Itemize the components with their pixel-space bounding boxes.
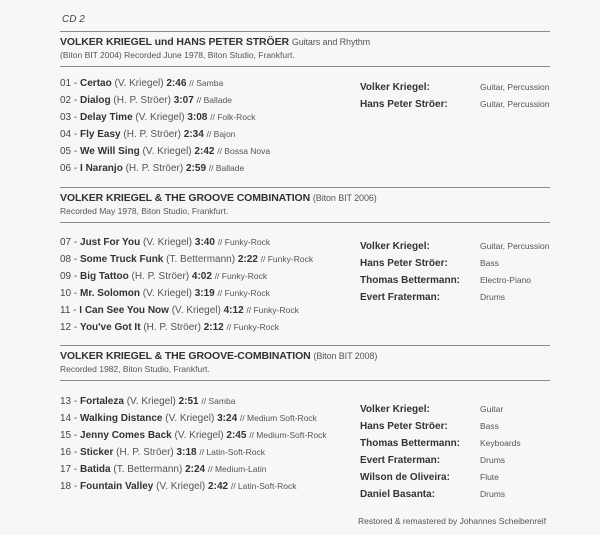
- personnel-row: Wilson de Oliveira: Flute: [360, 472, 499, 483]
- album-title: [60, 36, 550, 48]
- track-row: 07 - Just For You (V. Kriegel) 3:40 // Funky-Rock: [60, 237, 271, 248]
- track-row: 17 - Batida (T. Bettermann) 2:24 // Medium-Latin: [60, 464, 267, 475]
- track-list: [60, 234, 360, 336]
- track-row: 08 - Some Truck Funk (T. Bettermann) 2:22 // Funky-Rock: [60, 254, 314, 265]
- personnel-row: Hans Peter Ströer: Bass: [360, 258, 499, 269]
- credits-footer: Restored & remastered by Johannes Scheibenreif: [358, 516, 547, 526]
- personnel-list: [360, 238, 550, 306]
- track-row: 14 - Walking Distance (V. Kriegel) 3:24 // Medium Soft-Rock: [60, 413, 317, 424]
- album-title-note: Guitars and Rhythm: [291, 37, 371, 47]
- track-row: 18 - Fountain Valley (V. Kriegel) 2:42 // Latin-Soft-Rock: [60, 481, 297, 492]
- track-row: 05 - We Will Sing (V. Kriegel) 2:42 // Bossa Nova: [60, 146, 271, 157]
- album-title-note: (Biton BIT 2006): [312, 193, 377, 203]
- track-list: [60, 393, 360, 495]
- track-row: 16 - Sticker (H. P. Ströer) 3:18 // Latin-Soft-Rock: [60, 447, 266, 458]
- track-row: 12 - You've Got It (H. P. Ströer) 2:12 // Funky-Rock: [60, 322, 279, 333]
- personnel-row: Hans Peter Ströer: Guitar, Percussion: [360, 99, 550, 110]
- track-row: 11 - I Can See You Now (V. Kriegel) 4:12 // Funky-Rock: [60, 305, 299, 316]
- album-subtitle: Recorded 1982, Biton Studio, Frankfurt.: [60, 364, 210, 374]
- track-row: 09 - Big Tattoo (H. P. Ströer) 4:02 // Funky-Rock: [60, 271, 268, 282]
- album-title: [60, 350, 550, 362]
- track-row: 06 - I Naranjo (H. P. Ströer) 2:59 // Ballade: [60, 163, 245, 174]
- divider: [60, 31, 550, 32]
- album-section-3: [60, 345, 550, 500]
- album-subtitle: (Biton BIT 2004) Recorded June 1978, Biton Studio, Frankfurt.: [60, 50, 295, 60]
- personnel-list: [360, 401, 550, 503]
- personnel-row: Evert Fraterman: Drums: [360, 292, 506, 303]
- album-title: [60, 192, 550, 204]
- divider: [60, 222, 550, 223]
- track-row: 04 - Fly Easy (H. P. Ströer) 2:34 // Bajon: [60, 129, 236, 140]
- personnel-row: Volker Kriegel: Guitar, Percussion: [360, 241, 550, 252]
- album-subtitle: Recorded May 1978, Biton Studio, Frankfurt.: [60, 206, 229, 216]
- album-title-note: (Biton BIT 2008): [313, 351, 378, 361]
- track-list: [60, 75, 360, 177]
- album-title-text: VOLKER KRIEGEL und HANS PETER STRÖER: [60, 36, 289, 48]
- divider: [60, 345, 550, 346]
- track-row: 03 - Delay Time (V. Kriegel) 3:08 // Folk-Rock: [60, 112, 256, 123]
- personnel-row: Hans Peter Ströer: Bass: [360, 421, 499, 432]
- track-row: 15 - Jenny Comes Back (V. Kriegel) 2:45 // Medium-Soft-Rock: [60, 430, 327, 441]
- album-section-1: [60, 31, 550, 174]
- album-title-text: VOLKER KRIEGEL & THE GROOVE-COMBINATION: [60, 350, 311, 362]
- personnel-row: Thomas Bettermann: Keyboards: [360, 438, 521, 449]
- personnel-row: Daniel Basanta: Drums: [360, 489, 506, 500]
- album-section-2: [60, 187, 550, 333]
- album-title-text: VOLKER KRIEGEL & THE GROOVE COMBINATION: [60, 192, 311, 204]
- personnel-row: Volker Kriegel: Guitar, Percussion: [360, 82, 550, 93]
- track-row: 13 - Fortaleza (V. Kriegel) 2:51 // Samba: [60, 396, 236, 407]
- track-row: 01 - Certao (V. Kriegel) 2:46 // Samba: [60, 78, 224, 89]
- cd-label: CD 2: [62, 14, 85, 25]
- personnel-list: [360, 79, 550, 113]
- divider: [60, 380, 550, 381]
- divider: [60, 66, 550, 67]
- track-row: 02 - Dialog (H. P. Ströer) 3:07 // Ballade: [60, 95, 232, 106]
- personnel-row: Volker Kriegel: Guitar: [360, 404, 504, 415]
- track-row: 10 - Mr. Solomon (V. Kriegel) 3:19 // Funky-Rock: [60, 288, 270, 299]
- divider: [60, 187, 550, 188]
- personnel-row: Thomas Bettermann: Electro-Piano: [360, 275, 532, 286]
- personnel-row: Evert Fraterman: Drums: [360, 455, 506, 466]
